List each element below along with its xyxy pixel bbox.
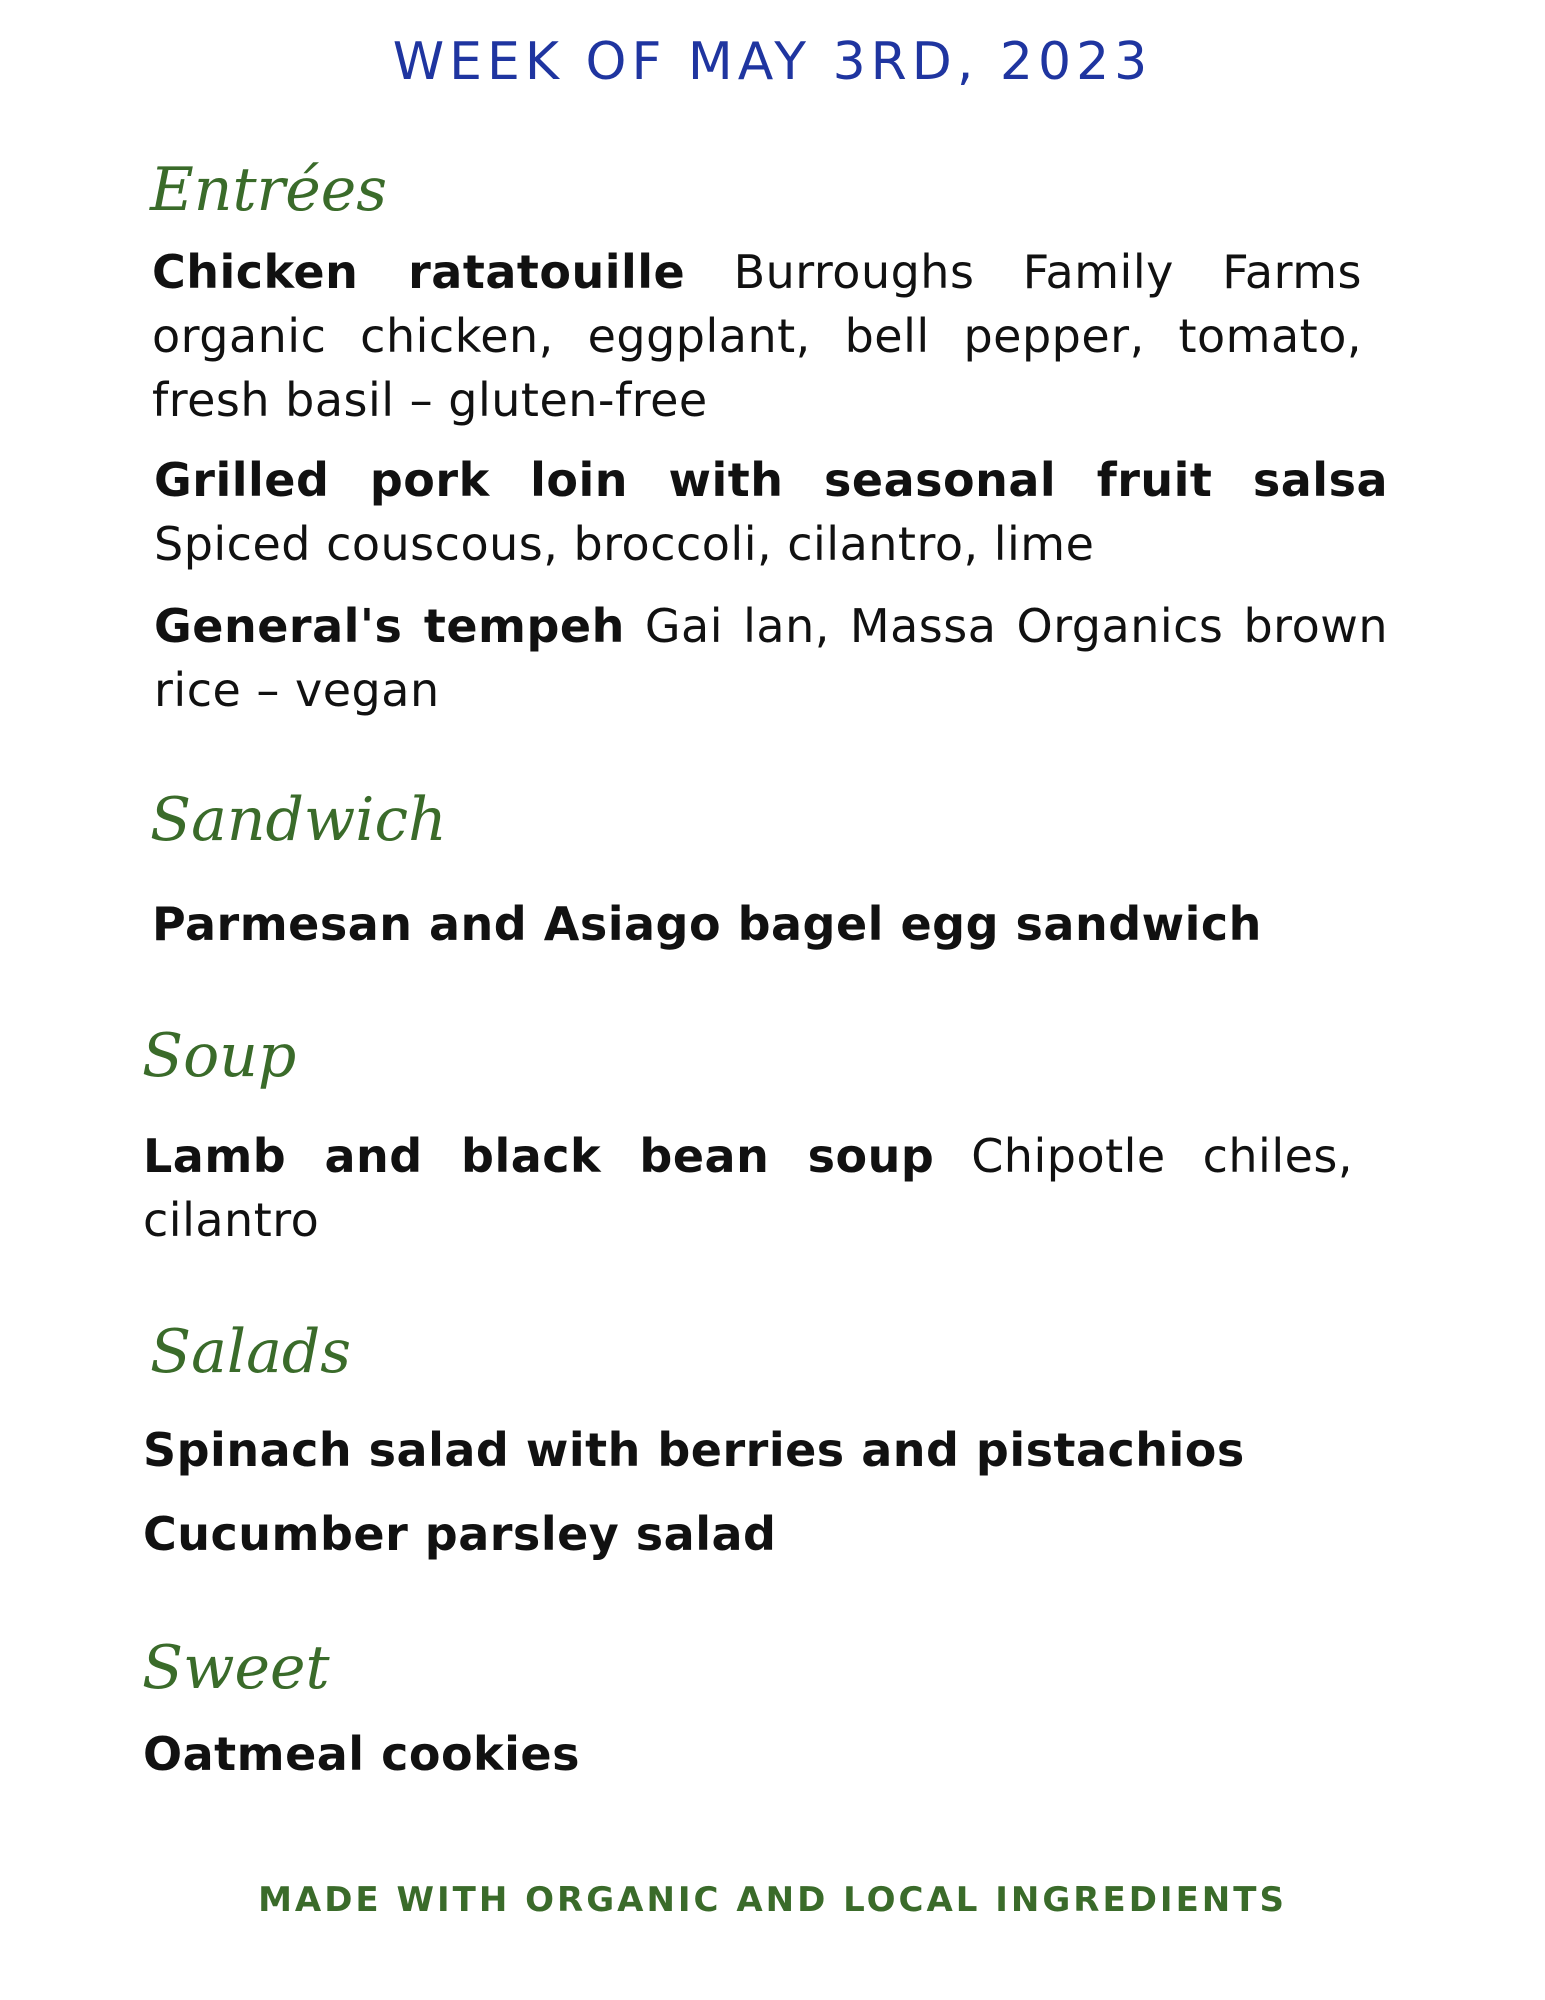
menu-item-oatmeal-cookies <box>143 1722 1403 1786</box>
menu-item-name: Cucumber parsley salad <box>143 1507 777 1561</box>
section-heading-sweet: Sweet <box>142 1633 330 1703</box>
menu-item-description: Gai lan, Massa Organics brown rice – vegan <box>154 599 1388 717</box>
footer-tagline: MADE WITH ORGANIC AND LOCAL INGREDIENTS <box>258 1880 1287 1920</box>
menu-item-name: Lamb and black bean soup <box>143 1129 935 1183</box>
menu-item-name: Oatmeal cookies <box>143 1727 580 1781</box>
menu-item-chicken-ratatouille <box>152 240 1362 432</box>
menu-item-name: Grilled pork loin with seasonal fruit salsa <box>154 453 1388 507</box>
menu-item-spinach-salad <box>143 1418 1403 1482</box>
menu-item-name: General's tempeh <box>154 599 625 653</box>
menu-item-lamb-black-bean-soup <box>143 1124 1353 1252</box>
menu-item-description: Chipotle chiles, cilantro <box>143 1129 1353 1247</box>
menu-item-cucumber-parsley-salad <box>143 1502 1403 1566</box>
menu-item-name: Chicken ratatouille <box>152 245 686 299</box>
menu-item-description: Spiced couscous, broccoli, cilantro, lime <box>154 517 1095 571</box>
menu-item-bagel-egg-sandwich <box>152 892 1412 956</box>
menu-item-description: Burroughs Family Farms organic chicken, eggplant, bell pepper, tomato, fresh basil – gluten-free <box>152 245 1362 427</box>
section-heading-entrees: Entrées <box>150 155 388 225</box>
section-heading-salads: Salads <box>150 1317 352 1387</box>
week-title: WEEK OF MAY 3RD, 2023 <box>392 32 1153 92</box>
menu-item-grilled-pork-loin <box>154 448 1388 576</box>
menu-item-name: Spinach salad with berries and pistachios <box>143 1423 1245 1477</box>
menu-item-name: Parmesan and Asiago bagel egg sandwich <box>152 897 1262 951</box>
section-heading-soup: Soup <box>142 1021 297 1091</box>
section-heading-sandwich: Sandwich <box>150 785 447 855</box>
menu-item-generals-tempeh <box>154 594 1388 722</box>
